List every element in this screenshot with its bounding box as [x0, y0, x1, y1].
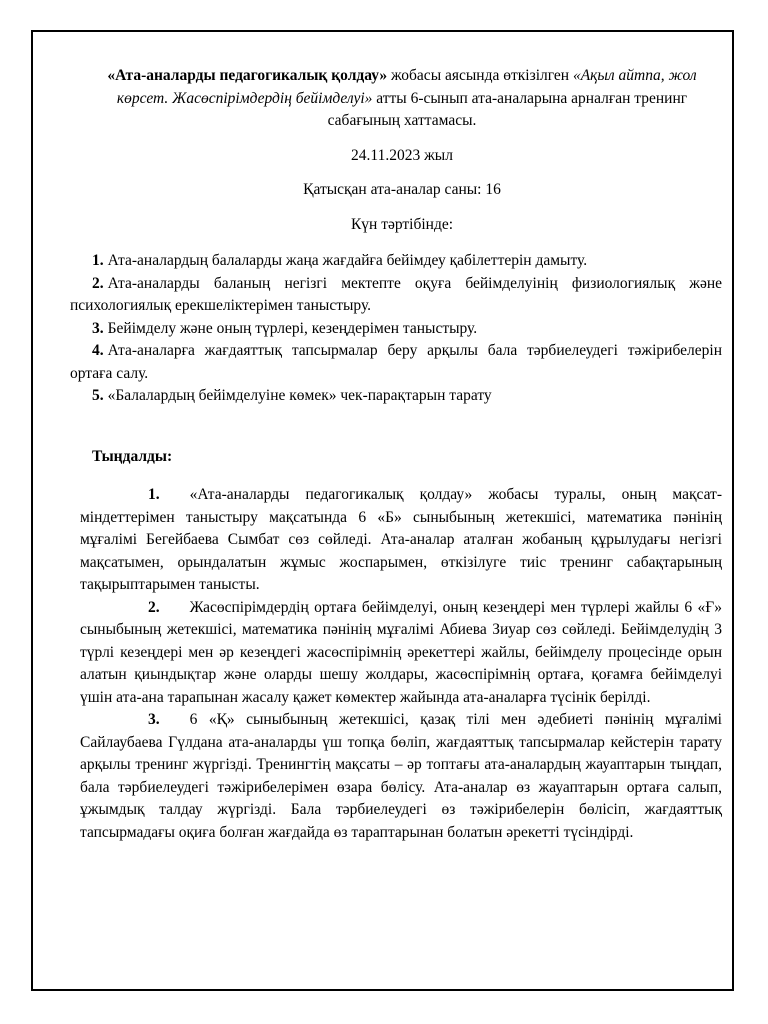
agenda-item-text: Ата-аналарды баланың негізгі мектепте оқуға бейімделуінің физиологиялық және психологиялық ерекшеліктерімен таныстыру. — [70, 274, 722, 314]
agenda-item-number: 4. — [92, 342, 104, 359]
agenda-item — [70, 250, 722, 273]
paragraph-number: 1. — [148, 486, 160, 503]
minutes-paragraph — [80, 484, 722, 597]
agenda-item-number: 3. — [92, 319, 104, 337]
agenda-list — [70, 250, 722, 408]
minutes-paragraph — [80, 597, 722, 710]
document-body — [70, 65, 722, 844]
paragraph-text: Жасөспірімдердің ортаға бейімделуі, оның кезеңдері мен түрлері жайлы 6 «Ғ» сыныбының жетекшісі, математика пәнінің мұғалімі Абиева Зиуар сөз сөйледі. Бейімделудің 3 түрлі кезеңдері мен әр кезеңдегі жасөспірімнің әрекеттері жайлы, бейімделу процесінде орын алатын қиындықтар және оларды шешу жолдары, жасөспірімнің ортаға, қоғамға бейімделуі үшін ата-ана тарапынан жасалу қажет көмектер жайында ата-аналарға түсінік берілді. — [80, 598, 722, 706]
agenda-item — [70, 318, 722, 341]
title-end: атты 6-сынып ата-аналарына арналған тренинг сабағының хаттамасы. — [327, 89, 688, 129]
minutes-paragraph — [80, 709, 722, 844]
paragraph-text: «Ата-аналарды педагогикалық қолдау» жобасы туралы, оның мақсат-міндеттерімен таныстыру мақсатында 6 «Б» сыныбының жетекшісі, математика пәнінің мұғалімі Бегейбаева Сымбат сөз сөйледі. Ата-аналар аталған жобаның құрылудағы негізгі мақсатымен, орындалатын жұмыс жоспарымен, өткізілуге тиіс тренинг сабақтарының тақырыптарымен танысты. — [80, 486, 722, 593]
agenda-item — [70, 340, 722, 385]
participants-count: Қатысқан ата-аналар саны: 16 — [303, 181, 501, 198]
minutes-paragraphs — [80, 484, 722, 844]
agenda-item-text: Ата-аналардың балаларды жаңа жағдайға бейімдеу қабілеттерін дамыту. — [107, 252, 588, 269]
paragraph-number: 3. — [148, 711, 160, 728]
agenda-item — [70, 273, 722, 318]
agenda-item-text: Ата-аналарға жағдаяттық тапсырмалар беру арқылы бала тәрбиелеудегі тәжірибелерін ортаға салу. — [70, 342, 722, 382]
agenda-heading: Күн тәртібінде: — [350, 215, 454, 233]
agenda-item — [70, 385, 722, 408]
title-mid: жобасы аясында өткізілген — [387, 67, 573, 84]
agenda-item-text: «Балалардың бейімделуіне көмек» чек-парақтарын тарату — [107, 387, 492, 404]
paragraph-text: 6 «Қ» сыныбының жетекшісі, қазақ тілі мен әдебиеті пәнінің мұғалімі Сайлаубаева Гүлдана ата-аналарды үш топқа бөліп, жағдаяттық тапсырмалар кейстерін тарату арқылы тренинг жүргізді. Тренингтің мақсаты – әр топтағы ата-аналардың жауаптарын тыңдап, бала тәрбиелеудегі тәжірибелерімен өзара бөлісу. Ата-аналар өз жауаптарын ортаға салып, ұжымдық талдау жүргізді. Бала тәрбиелеудегі өз тәжірибелерін бөлісіп, жағдаяттық тапсырмадағы оқиға болған жағдайда өз тараптарынан болатын әрекетті түсіндірді. — [80, 711, 722, 841]
agenda-item-number: 1. — [92, 252, 104, 269]
agenda-item-number: 2. — [92, 274, 104, 292]
document-title — [82, 65, 722, 133]
title-bold: «Ата-аналарды педагогикалық қолдау» — [107, 67, 388, 84]
paragraph-number: 2. — [148, 598, 160, 616]
agenda-item-number: 5. — [92, 387, 104, 404]
title-italic: «Ақыл айтпа, жол көрсет. Жасөспірімдердің бейімделуі» — [116, 67, 697, 107]
agenda-item-text: Бейімделу және оның түрлері, кезеңдерімен таныстыру. — [107, 319, 478, 337]
heard-heading: Тыңдалды: — [92, 447, 173, 465]
document-date: 24.11.2023 жыл — [351, 146, 453, 164]
